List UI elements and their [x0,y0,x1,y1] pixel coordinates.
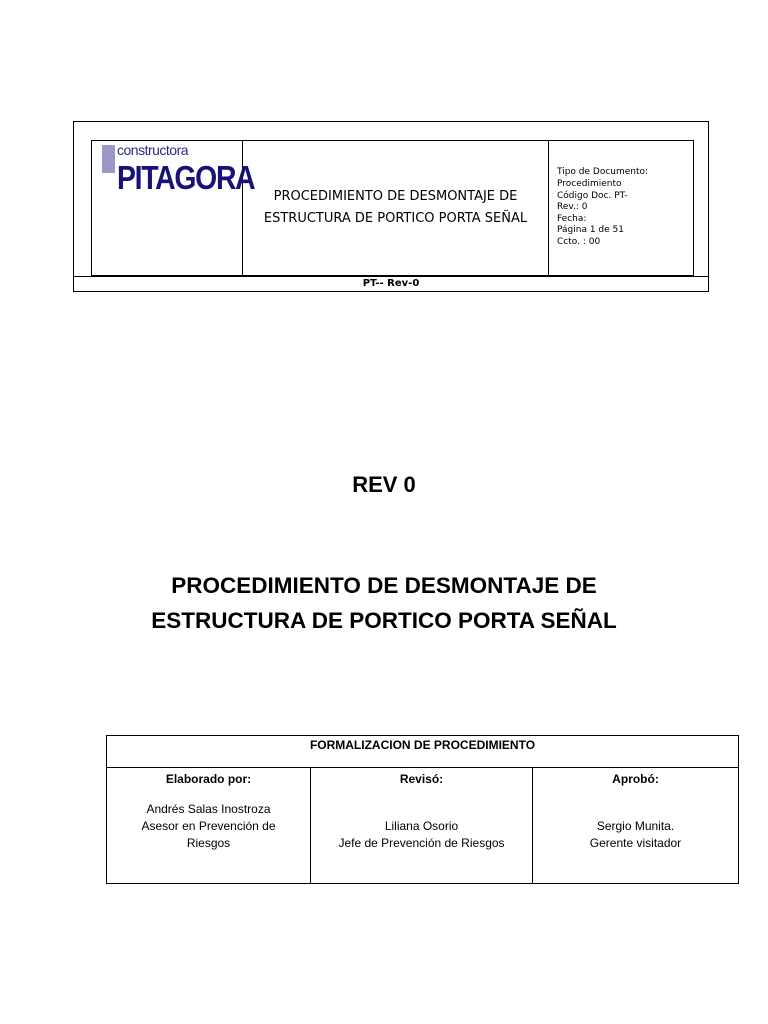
meta-page: Página 1 de 51 [557,225,624,236]
meta-revision: Rev.: 0 [557,202,588,213]
meta-document-code: Código Doc. PT- [557,190,628,201]
header-table [91,140,694,276]
logo-big-text: PITAGORA [117,159,255,196]
approved-by-label: Aprobó: [612,772,659,786]
prepared-by-column [107,768,310,883]
reviewed-by-name: Liliana Osorio [384,819,459,833]
approved-by-column [532,768,738,883]
meta-ccto: Ccto. : 00 [557,236,601,247]
header-footer-code: PT-- Rev-0 [74,276,708,292]
approved-by-role: Gerente visitador [589,836,682,850]
reviewed-by-column [310,768,532,883]
document-metadata [549,141,693,275]
prepared-by-label: Elaborado por: [165,772,252,786]
reviewed-by-signatory [311,818,532,852]
approved-by-name: Sergio Munita. [596,819,675,833]
prepared-by-role-line-2: Riesgos [186,836,231,850]
reviewed-by-role: Jefe de Prevención de Riesgos [338,836,505,850]
document-title: PROCEDIMIENTO DE DESMONTAJE DE ESTRUCTURA DE PORTICO PORTA SEÑAL [151,573,617,633]
reviewed-by-label: Revisó: [399,772,444,786]
prepared-by-signatory [107,801,310,852]
approved-by-signatory [533,818,738,852]
company-logo [92,141,255,275]
logo-mark [102,145,115,173]
logo-small-text: constructora [117,142,189,158]
prepared-by-name: Andrés Salas Inostroza [146,802,271,816]
revision-title: REV 0 [352,472,416,497]
formalization-heading: FORMALIZACION DE PROCEDIMIENTO [107,736,738,768]
meta-document-type: Procedimiento [557,179,622,190]
meta-document-type-label: Tipo de Documento: [557,167,649,178]
formalization-table [106,735,739,884]
meta-date: Fecha: [557,213,587,224]
document-header [73,121,709,292]
prepared-by-role-line-1: Asesor en Prevención de [141,819,276,833]
header-title: PROCEDIMIENTO DE DESMONTAJE DE ESTRUCTURA DE PORTICO PORTA SEÑAL [243,141,549,275]
